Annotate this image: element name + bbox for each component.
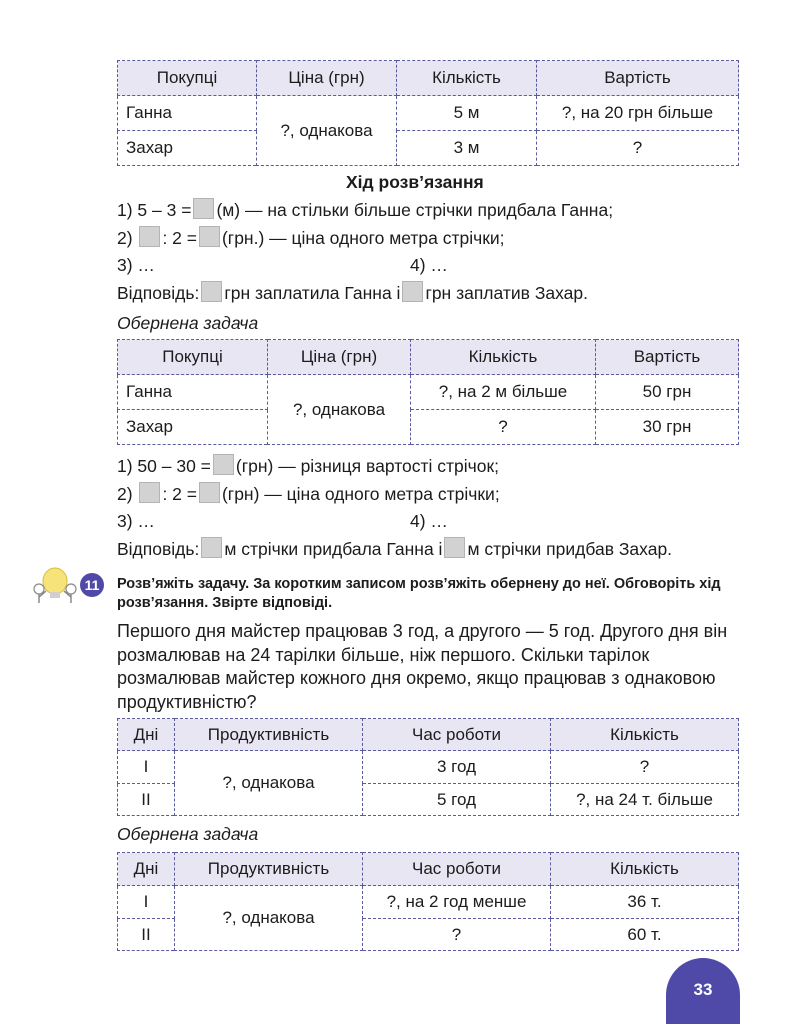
table-cell: 3 год — [363, 751, 551, 784]
answer-box[interactable] — [193, 198, 214, 219]
answer-box[interactable] — [201, 281, 222, 302]
table-dishes-task — [117, 718, 739, 816]
table-cell: І — [118, 751, 175, 784]
answer-box[interactable] — [201, 537, 222, 558]
table-cell: ?, на 24 т. більше — [551, 784, 739, 816]
table-cell: 5 год — [363, 784, 551, 816]
answer-box[interactable] — [139, 482, 160, 503]
table-header: Кількість — [411, 340, 596, 375]
table-cell: Ганна — [118, 96, 257, 131]
table-cell: 30 грн — [596, 410, 739, 445]
table-header: Кількість — [551, 853, 739, 886]
table-cell: ІІ — [118, 784, 175, 816]
table-cell: ?, однакова — [175, 886, 363, 951]
inverse-task-title: Обернена задача — [117, 824, 259, 844]
table-cell: ?, однакова — [268, 375, 411, 445]
table-header: Продуктивність — [175, 853, 363, 886]
table-cell: Ганна — [118, 375, 268, 410]
table-cell: Захар — [118, 410, 268, 445]
answer-box[interactable] — [199, 482, 220, 503]
inverse-task-title: Обернена задача — [117, 313, 259, 333]
table-header: Ціна (грн) — [257, 61, 397, 96]
table-header: Покупці — [118, 61, 257, 96]
table-cell: ?, на 2 м більше — [411, 375, 596, 410]
table-ribbon-inverse — [117, 339, 739, 445]
table-cell: ? — [537, 131, 739, 166]
table-cell: 3 м — [397, 131, 537, 166]
table-cell: 36 т. — [551, 886, 739, 919]
table-header: Кількість — [397, 61, 537, 96]
table-dishes-inverse — [117, 852, 739, 951]
solution-step-1: 1) 5 – 3 = (м) — на стільки більше стрічки придбала Ганна; — [117, 200, 614, 220]
inverse-step-3: 3) … — [117, 511, 155, 531]
table-cell: ?, однакова — [175, 751, 363, 816]
table-cell: ? — [411, 410, 596, 445]
table-header: Продуктивність — [175, 719, 363, 751]
table-header: Час роботи — [363, 719, 551, 751]
inverse-step-2: 2) : 2 = (грн) — ціна одного метра стрічки; — [117, 484, 500, 504]
table-header: Дні — [118, 853, 175, 886]
table-cell: 5 м — [397, 96, 537, 131]
table-header: Час роботи — [363, 853, 551, 886]
table-header: Дні — [118, 719, 175, 751]
table-cell: Захар — [118, 131, 257, 166]
table-cell: ?, на 2 год менше — [363, 886, 551, 919]
task-text: Першого дня майстер працював 3 год, а другого — 5 год. Другого дня він розмалював на 24 тарілки більше, ніж першого. Скільки тарілок розмалював майстер кожного дня окремо, якщо працював з однаковою продуктивністю? — [117, 621, 728, 712]
solution-step-4: 4) … — [410, 255, 448, 275]
answer-box[interactable] — [199, 226, 220, 247]
table-header: Ціна (грн) — [268, 340, 411, 375]
table-cell: ?, однакова — [257, 96, 397, 166]
page-number: 33 — [666, 958, 740, 1024]
table-cell: 60 т. — [551, 919, 739, 951]
task-instruction: Розв’яжіть задачу. За коротким записом розв’яжіть обернену до неї. Обговоріть хід розв’язання. Звірте відповіді. — [117, 576, 721, 611]
table-cell: ? — [363, 919, 551, 951]
table-header: Вартість — [537, 61, 739, 96]
table-header: Покупці — [118, 340, 268, 375]
solution-step-3: 3) … — [117, 255, 155, 275]
solution-step-2: 2) : 2 = (грн.) — ціна одного метра стрічки; — [117, 228, 505, 248]
inverse-step-1: 1) 50 – 30 = (грн) — різниця вартості стрічок; — [117, 456, 500, 476]
table-cell: 50 грн — [596, 375, 739, 410]
table-cell: ІІ — [118, 919, 175, 951]
answer-box[interactable] — [139, 226, 160, 247]
table-cell: І — [118, 886, 175, 919]
inverse-answer: Відповідь: м стрічки придбала Ганна і м стрічки придбав Захар. — [117, 539, 673, 559]
solution-answer: Відповідь: грн заплатила Ганна і грн заплатив Захар. — [117, 283, 589, 303]
table-header: Кількість — [551, 719, 739, 751]
inverse-step-4: 4) … — [410, 511, 448, 531]
table-ribbon-purchase — [117, 60, 739, 166]
solution-title: Хід розв’язання — [346, 172, 484, 192]
answer-box[interactable] — [444, 537, 465, 558]
task-number-badge: 11 — [80, 573, 104, 597]
lightbulb-kids-icon — [30, 565, 80, 607]
answer-box[interactable] — [213, 454, 234, 475]
table-cell: ? — [551, 751, 739, 784]
table-header: Вартість — [596, 340, 739, 375]
answer-box[interactable] — [402, 281, 423, 302]
table-cell: ?, на 20 грн більше — [537, 96, 739, 131]
